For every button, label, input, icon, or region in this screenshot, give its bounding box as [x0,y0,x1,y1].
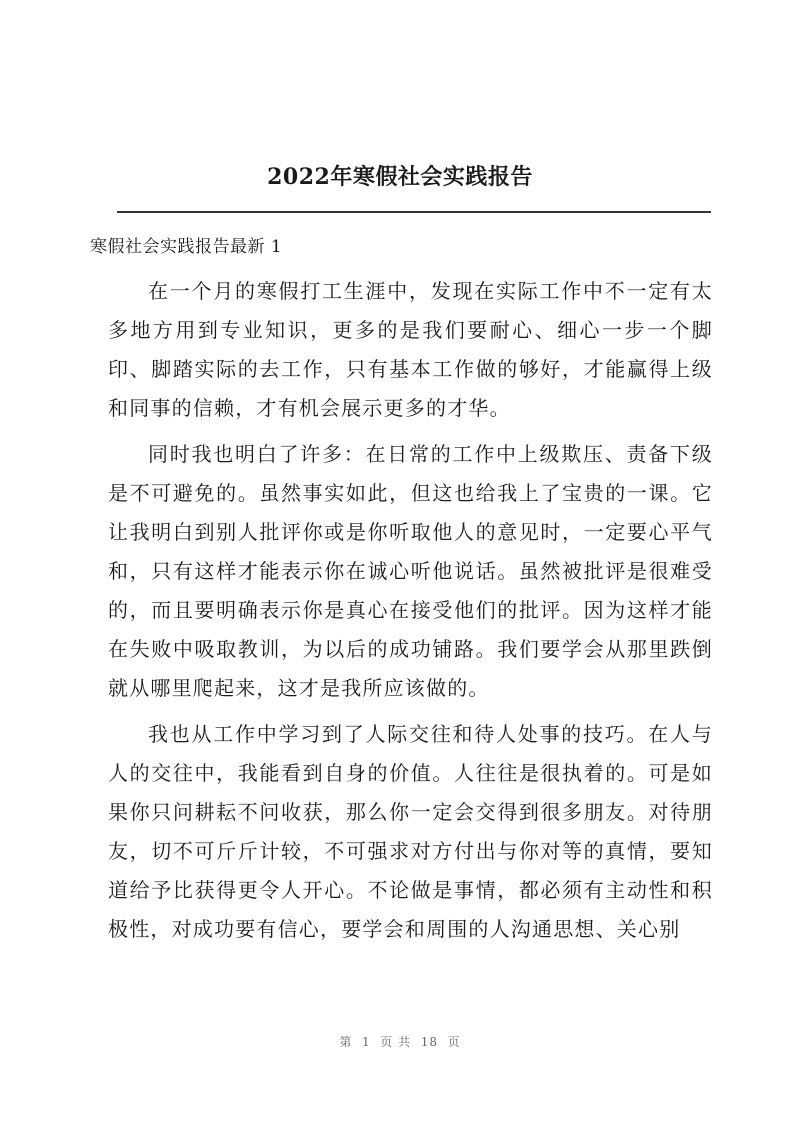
page-number-footer: 第 1 页 共 18 页 [339,1035,461,1049]
section-subheading: 寒假社会实践报告最新 1 [90,237,283,257]
paragraph: 在一个月的寒假打工生涯中，发现在实际工作中不一定有太多地方用到专业知识，更多的是我们要耐心、细心一步一个脚印、脚踏实际的去工作，只有基本工作做的够好，才能赢得上级和同事的信赖，才有机会展示更多的才华。 [108,279,713,420]
document-body [108,272,713,956]
paragraph: 同时我也明白了许多：在日常的工作中上级欺压、责备下级是不可避免的。虽然事实如此，但这也给我上了宝贵的一课。它让我明白到别人批评你或是你听取他人的意见时，一定要心平气和，只有这样才能表示你在诚心听他说话。虽然被批评是很难受的，而且要明确表示你是真心在接受他们的批评。因为这样才能在失败中吸取教训，为以后的成功铺路。我们要学会从那里跌倒就从哪里爬起来，这才是我所应该做的。 [108,442,713,700]
title-divider [117,211,711,213]
paragraph: 我也从工作中学习到了人际交往和待人处事的技巧。在人与人的交往中，我能看到自身的价值。人往往是很执着的。可是如果你只问耕耘不问收获，那么你一定会交得到很多朋友。对待朋友，切不可斤斤计较，不可强求对方付出与你对等的真情，要知道给予比获得更令人开心。不论做是事情，都必须有主动性和积极性，对成功要有信心，要学会和周围的人沟通思想、关心别 [108,722,713,941]
document-title: 2022年寒假社会实践报告 [267,164,533,190]
